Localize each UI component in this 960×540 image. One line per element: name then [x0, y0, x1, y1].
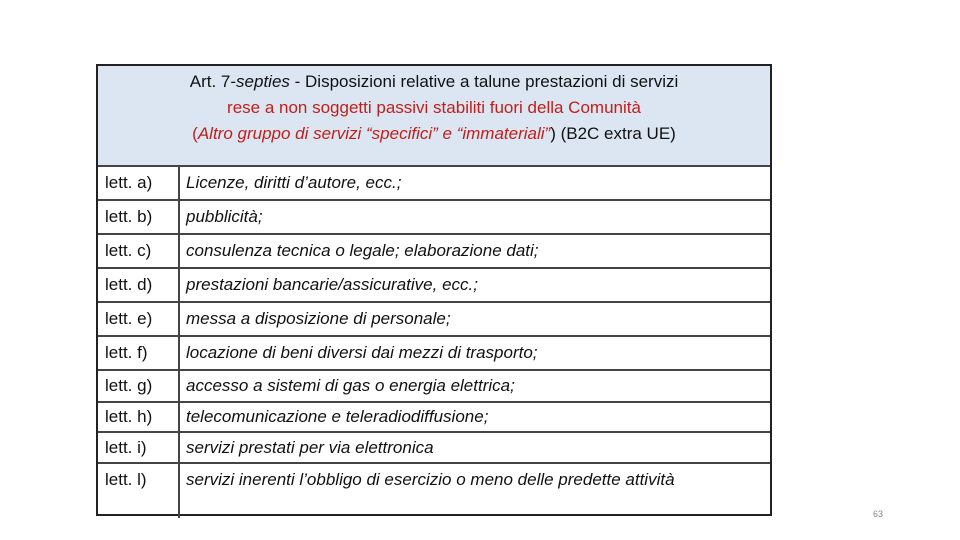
- row-letter: lett. g): [105, 376, 153, 395]
- row-letter: lett. d): [105, 275, 153, 294]
- paren-open: (: [192, 124, 198, 143]
- table-row: [98, 235, 770, 269]
- services-group-label: Altro gruppo di servizi “specifici” e “immateriali”: [197, 124, 551, 143]
- header-line-1: [98, 69, 770, 95]
- table-row: [98, 201, 770, 235]
- header-line-2: rese a non soggetti passivi stabiliti fuori della Comunità: [227, 98, 641, 117]
- table-row: [98, 403, 770, 433]
- row-letter: lett. e): [105, 309, 153, 328]
- table-header: [98, 66, 770, 167]
- row-description: Licenze, diritti d’autore, ecc.;: [186, 173, 402, 192]
- table-row: [98, 269, 770, 303]
- row-description: accesso a sistemi di gas o energia elettrica;: [186, 376, 515, 395]
- page-number: 63: [873, 509, 884, 519]
- header-line-3: [98, 121, 770, 147]
- table-row: [98, 433, 770, 464]
- row-description: messa a disposizione di personale;: [186, 309, 451, 328]
- row-description: telecomunicazione e teleradiodiffusione;: [186, 407, 489, 426]
- article-suffix: septies: [236, 72, 290, 91]
- row-letter: lett. c): [105, 241, 152, 260]
- table-row: [98, 337, 770, 371]
- row-letter: lett. i): [105, 437, 147, 457]
- row-description: pubblicità;: [186, 207, 263, 226]
- services-table: [96, 64, 772, 516]
- row-letter: lett. h): [105, 407, 153, 426]
- row-description: consulenza tecnica o legale; elaborazione dati;: [186, 241, 539, 260]
- row-description: servizi prestati per via elettronica: [186, 437, 434, 457]
- table-row: [98, 303, 770, 337]
- table-row: [98, 167, 770, 201]
- row-letter: lett. f): [105, 343, 148, 362]
- row-letter: lett. a): [105, 173, 153, 192]
- b2c-extra-ue-label: ) (B2C extra UE): [550, 124, 676, 143]
- article-title: - Disposizioni relative a talune prestazioni di servizi: [289, 72, 679, 91]
- article-number: Art. 7-: [189, 72, 237, 91]
- row-description: prestazioni bancarie/assicurative, ecc.;: [186, 275, 478, 294]
- row-letter: lett. l): [105, 470, 147, 489]
- row-description: servizi inerenti l’obbligo di esercizio o meno delle predette attività: [186, 470, 675, 489]
- row-letter: lett. b): [105, 207, 153, 226]
- table-row: [98, 464, 770, 496]
- table-row: [98, 371, 770, 403]
- row-description: locazione di beni diversi dai mezzi di trasporto;: [186, 343, 538, 362]
